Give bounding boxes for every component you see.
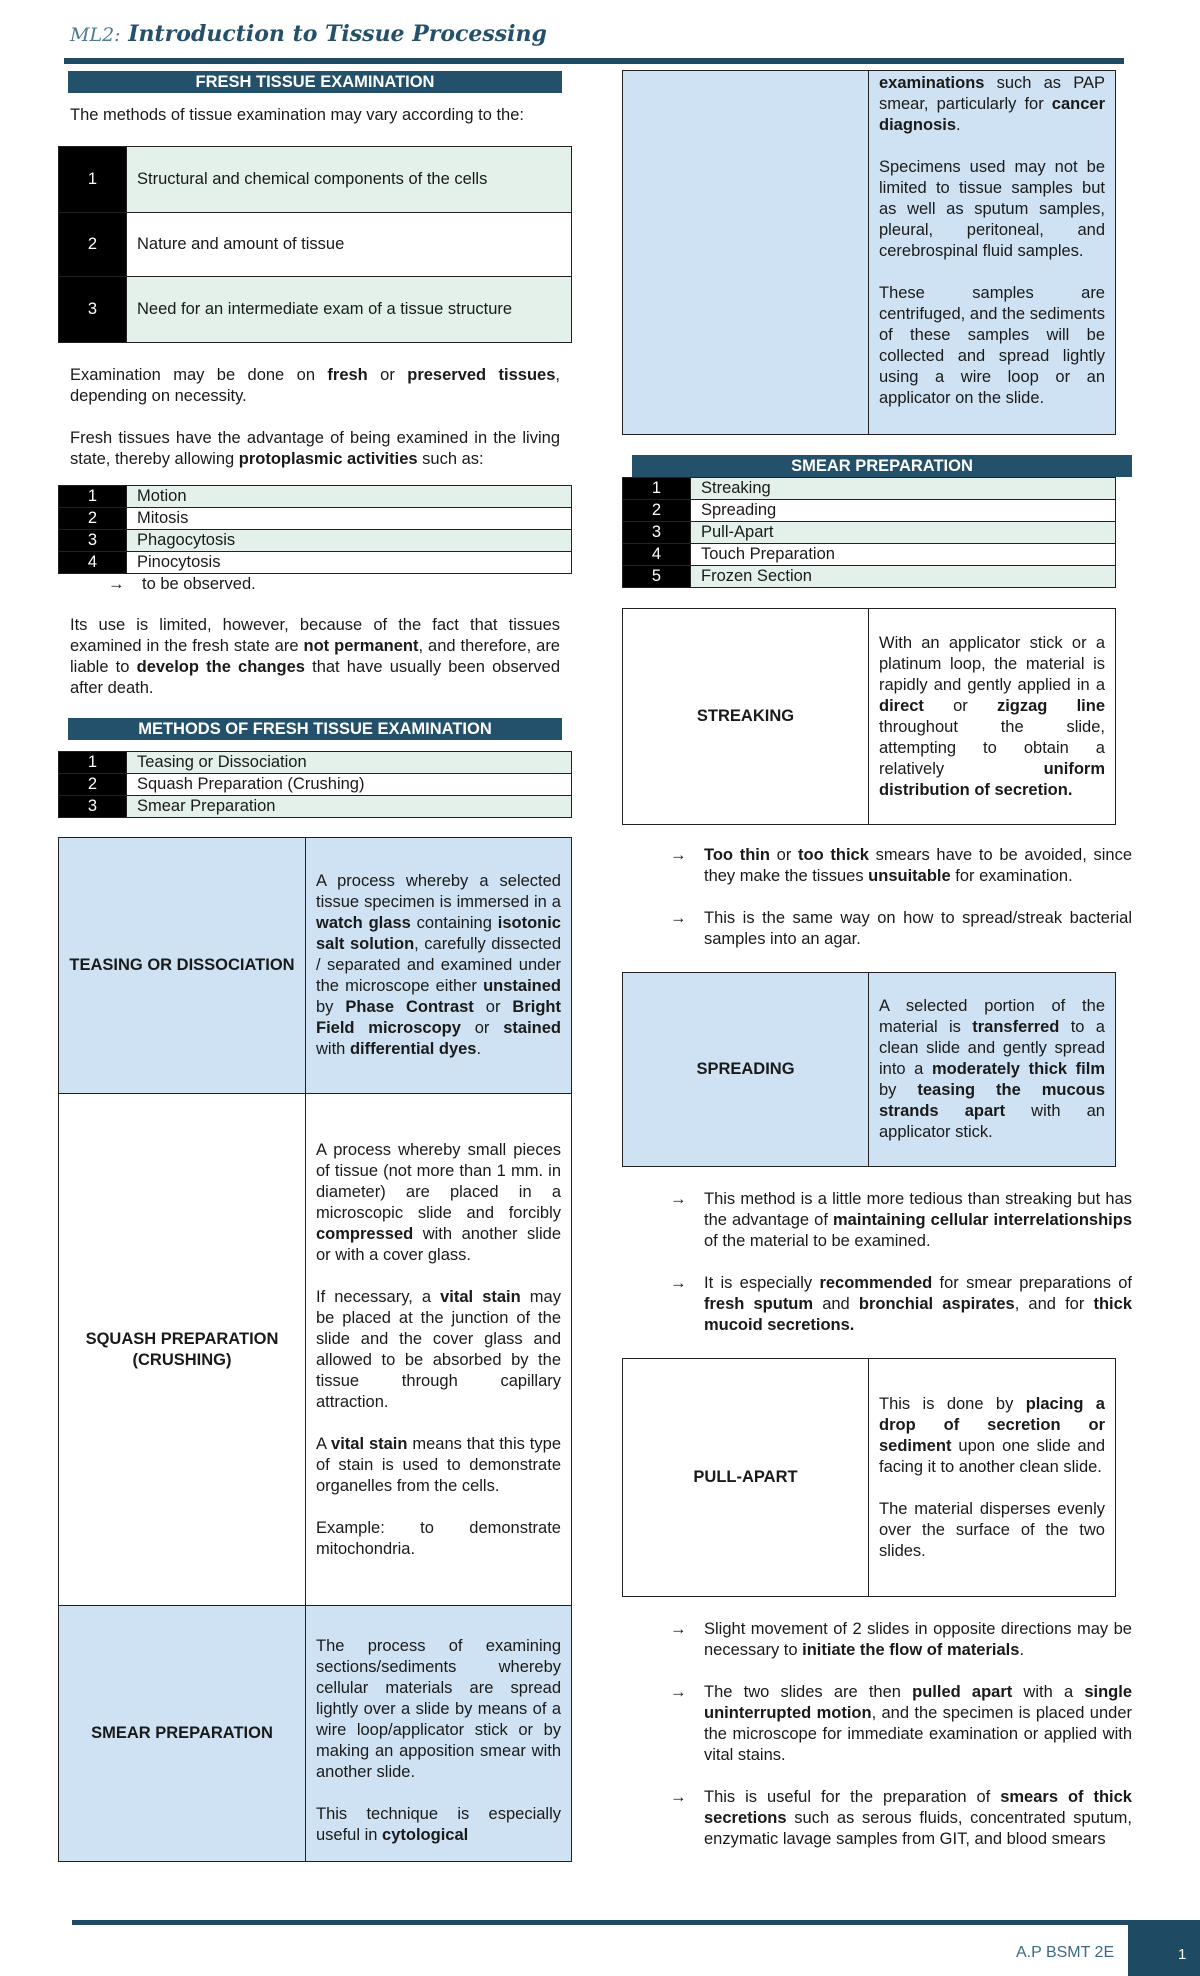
bold-text: fresh [327,366,368,384]
table-row [623,522,1116,544]
row-number: 3 [623,522,691,544]
description-text: This technique is especially useful in cytological [316,1804,561,1844]
page-number-box [1128,1920,1200,1976]
description-text: examinations such as PAP smear, particularly for cancer diagnosis. [879,74,1105,134]
method-label: SQUASH PREPARATION (CRUSHING) [59,1094,306,1606]
row-text: Pinocytosis [127,552,572,574]
table-row [59,752,572,774]
table-row-smear [59,1606,572,1862]
table-row-squash [59,1094,572,1606]
row-text: Phagocytosis [127,530,572,552]
row-text: Spreading [691,500,1116,522]
row-number: 2 [623,500,691,522]
row-text: Structural and chemical components of the cells [127,147,572,213]
row-text: Smear Preparation [127,796,572,818]
method-label: PULL-APART [623,1359,869,1597]
method-description [306,1606,572,1862]
paragraph-limitation [70,615,560,699]
methods-table [58,751,572,818]
activities-table [58,485,572,574]
smear-types-table [622,477,1116,588]
section-title-fresh: FRESH TISSUE EXAMINATION [68,71,562,93]
table-row [59,277,572,343]
description-text: Example: to demonstrate mitochondria. [316,1518,561,1558]
note-text: The two slides are then pulled apart with a single uninterrupted motion, and the specimen is placed under the microscope for immediate examination or applied with vital stains. [704,1683,1132,1764]
row-number: 1 [59,486,127,508]
arrow-icon: → [670,909,687,927]
table-row [59,213,572,277]
bold-text: preserved tissues [407,366,556,384]
description-text: The process of examining sections/sediments whereby cellular materials are spread lightly over a slide by means of a wire loop/applicator stick or by making an apposition smear with another slide. [316,1636,561,1781]
description-text: The material disperses evenly over the surface of the two slides. [879,1499,1105,1560]
table-row [623,478,1116,500]
arrow-icon: → [670,1683,687,1701]
table-row [623,500,1116,522]
arrow-icon: → [108,575,125,593]
text-span: or [367,366,408,384]
row-number: 1 [59,752,127,774]
streak-note [670,908,1132,950]
table-row-streaking [623,609,1116,825]
description-text: These samples are centrifuged, and the sediments of these samples will be collected and spread lightly using a wire loop or an applicator on the slide. [879,284,1105,407]
note-text: It is especially recommended for smear preparations of fresh sputum and bronchial aspirates, and for thick mucoid secretions. [704,1274,1133,1334]
table-row [623,566,1116,588]
text-span: Examination may be done on [70,366,328,384]
arrow-icon: → [670,846,687,864]
row-number: 1 [623,478,691,500]
pull-note [670,1682,1132,1766]
intro-text: The methods of tissue examination may vary according to the: [70,106,524,124]
table-row-continued [623,71,1116,435]
note-text: This is useful for the preparation of smears of thick secretions such as serous fluids, concentrated sputum, enzymatic lavage samples from GIT, and blood smears [704,1788,1132,1848]
page-number: 1 [1178,1946,1187,1963]
table-row [59,552,572,574]
observed-note [108,574,572,595]
description-text: A vital stain means that this type of stain is used to demonstrate organelles from the cells. [316,1434,561,1495]
arrow-icon: → [670,1190,687,1208]
factors-table [58,146,572,343]
paragraph-fresh-or-preserved [70,365,560,407]
description-text: A selected portion of the material is transferred to a clean slide and gently spread into a moderately thick film by teasing the mucous strands apart with an applicator stick. [879,997,1105,1141]
row-number: 3 [59,796,127,818]
bold-text: develop the changes [136,658,305,676]
table-row-pull-apart [623,1359,1116,1597]
streaking-table [622,608,1116,825]
table-row-teasing [59,838,572,1094]
row-text: Streaking [691,478,1116,500]
text-span: , depending on necessity. [70,366,560,405]
empty-label-cell [623,71,869,435]
footer-label: A.P BSMT 2E [1016,1944,1115,1961]
method-description [869,1359,1116,1597]
row-number: 2 [59,213,127,277]
footer-divider [72,1920,1132,1925]
spreading-table [622,972,1116,1167]
document-title: Introduction to Tissue Processing [128,21,547,47]
row-text: Squash Preparation (Crushing) [127,774,572,796]
smear-continued-table [622,70,1116,435]
arrow-icon: → [670,1788,687,1806]
paragraph-advantage [70,428,560,470]
spread-note [670,1273,1132,1336]
method-description [306,838,572,1094]
row-number: 2 [59,508,127,530]
row-number: 2 [59,774,127,796]
header-divider [64,58,1124,64]
description-text: This is done by placing a drop of secretion or sediment upon one slide and facing it to another clean slide. [879,1394,1105,1476]
left-column [58,70,572,1862]
table-row [59,774,572,796]
row-text: Frozen Section [691,566,1116,588]
description-text: A process whereby small pieces of tissue (not more than 1 mm. in diameter) are placed in a microscopic slide and forcibly compressed with another slide or with a cover glass. [316,1140,561,1264]
method-description [869,609,1116,825]
note-text: This is the same way on how to spread/streak bacterial samples into an agar. [704,909,1132,948]
arrow-icon: → [670,1620,687,1638]
module-code: ML2: [70,24,121,46]
method-label: SPREADING [623,973,869,1167]
row-number: 3 [59,277,127,343]
method-label: SMEAR PREPARATION [59,1606,306,1862]
method-description [869,71,1116,435]
row-text: Nature and amount of tissue [127,213,572,277]
pull-note [670,1619,1132,1661]
bold-text: not permanent [303,637,419,655]
text-span: such as: [417,450,484,468]
row-text: Touch Preparation [691,544,1116,566]
row-text: Teasing or Dissociation [127,752,572,774]
row-number: 4 [59,552,127,574]
pull-note [670,1787,1132,1850]
row-number: 4 [623,544,691,566]
right-column [622,70,1132,1850]
pull-apart-table [622,1358,1116,1597]
row-number: 5 [623,566,691,588]
row-text: Pull-Apart [691,522,1116,544]
table-row [59,508,572,530]
table-row [59,147,572,213]
text-span: Fresh tissues have the advantage of being examined in the living state, thereby allowing [70,429,560,468]
row-text: Motion [127,486,572,508]
table-row [59,796,572,818]
note-text: Slight movement of 2 slides in opposite directions may be necessary to initiate the flow of materials. [704,1620,1132,1659]
streak-note [670,845,1132,887]
description-text: Specimens used may not be limited to tissue samples but as well as sputum samples, pleural, peritoneal, and cerebrospinal fluid samples. [879,158,1105,260]
row-text: Mitosis [127,508,572,530]
section-title-methods: METHODS OF FRESH TISSUE EXAMINATION [68,718,562,740]
spread-note [670,1189,1132,1252]
bold-text: protoplasmic activities [238,450,418,468]
arrow-icon: → [670,1274,687,1292]
table-row [623,544,1116,566]
row-number: 1 [59,147,127,213]
method-label: STREAKING [623,609,869,825]
description-text: If necessary, a vital stain may be placed at the junction of the slide and the cover glass and allowed to be absorbed by the tissue through capillary attraction. [316,1287,561,1411]
method-description [306,1094,572,1606]
note-text: This method is a little more tedious than streaking but has the advantage of maintaining cellular interrelationships of the material to be examined. [704,1190,1132,1250]
row-number: 3 [59,530,127,552]
row-text: Need for an intermediate exam of a tissue structure [127,277,572,343]
method-label: TEASING OR DISSOCIATION [59,838,306,1094]
table-row-spreading [623,973,1116,1167]
table-row [59,486,572,508]
text-span: Its use is limited, however, because of the fact that tissues examined in the fresh state are [70,616,560,655]
document-header [70,21,547,47]
description-text: With an applicator stick or a platinum loop, the material is rapidly and gently applied in a direct or zigzag line throughout the slide, attempting to obtain a relatively uniform distribution of secretion. [879,633,1105,799]
note-text: to be observed. [142,575,256,593]
method-description [869,973,1116,1167]
note-text: Too thin or too thick smears have to be avoided, since they make the tissues unsuitable for examination. [704,846,1132,885]
text-span: , and therefore, are liable to [70,637,560,676]
description-text: A process whereby a selected tissue specimen is immersed in a watch glass containing isotonic salt solution, carefully dissected / separated and examined under the microscope either unstained by Phase Contrast or Bright Field microscopy or stained with differential dyes. [316,872,562,1058]
text-span: that have usually been observed after death. [70,658,560,697]
methods-detail-table [58,837,572,1862]
table-row [59,530,572,552]
section-title-smear: SMEAR PREPARATION [632,455,1132,477]
